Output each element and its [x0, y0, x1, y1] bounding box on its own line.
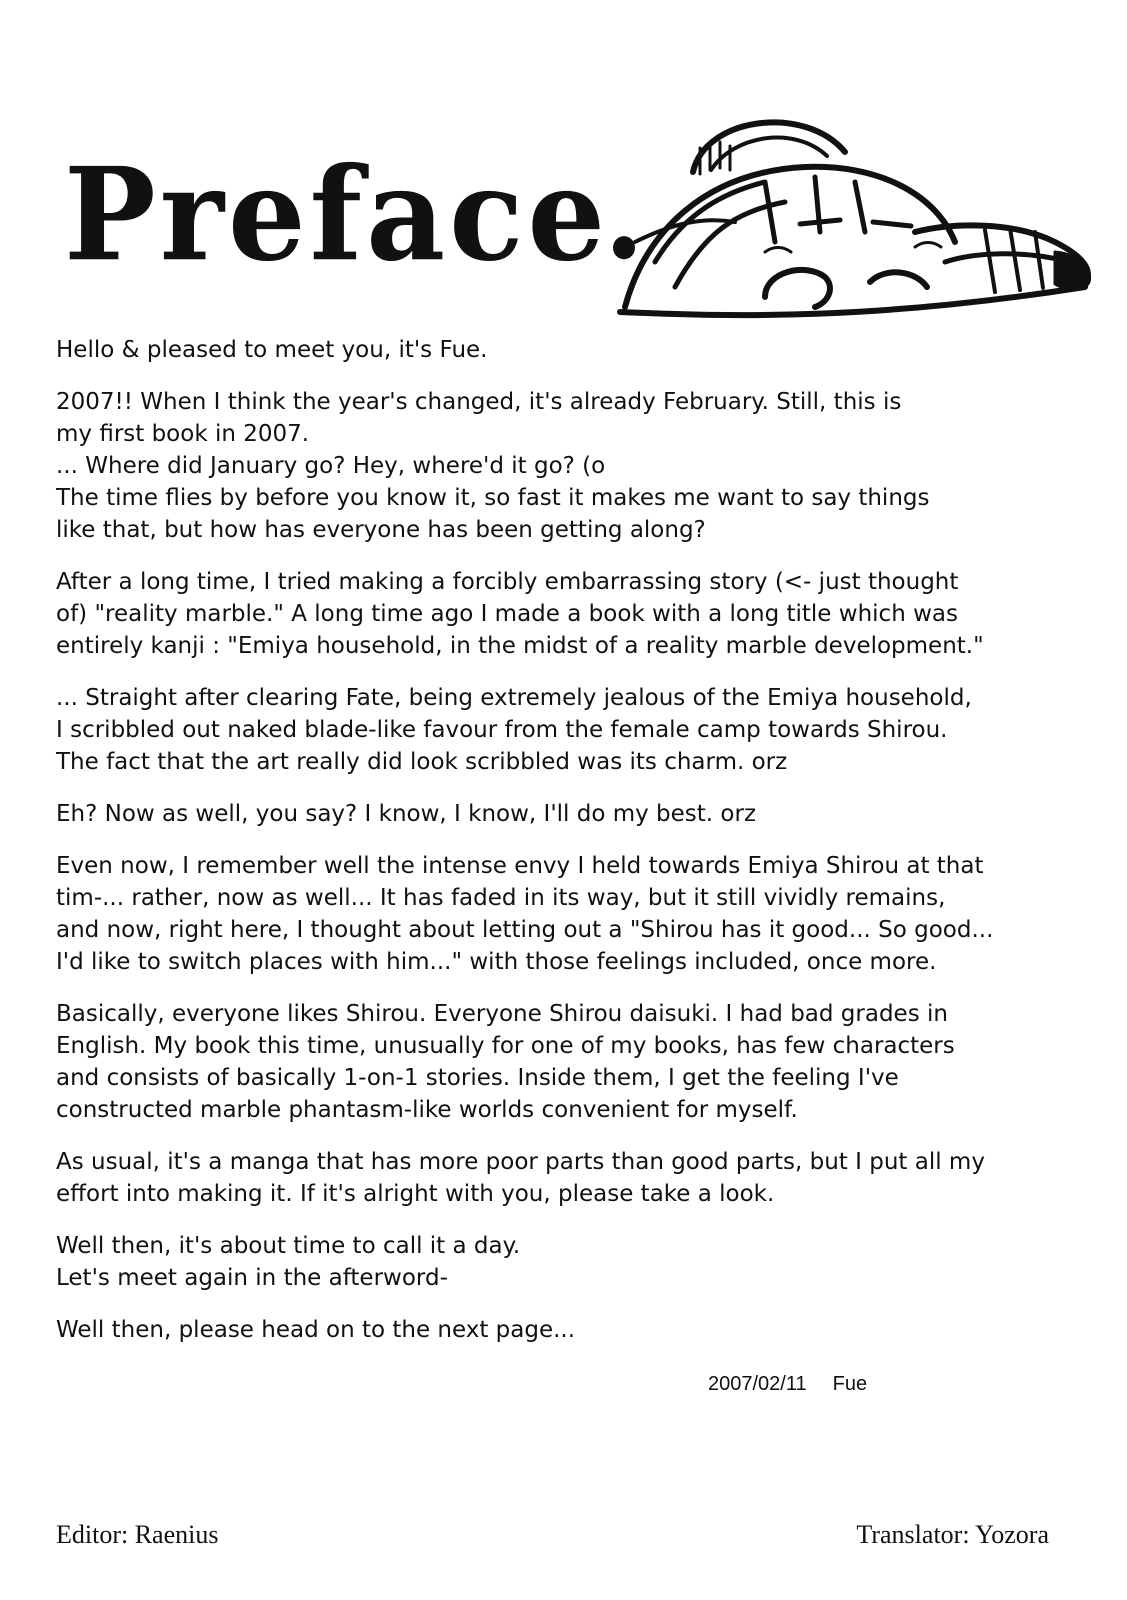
text-line: and now, right here, I thought about letting out a "Shirou has it good... So good... — [56, 917, 994, 943]
text-line: tim-... rather, now as well... It has faded in its way, but it still vividly remains, — [56, 885, 946, 911]
page-title — [64, 138, 635, 290]
text-line: Hello & pleased to meet you, it's Fue. — [56, 337, 488, 363]
signature — [708, 1373, 867, 1396]
text-line: The fact that the art really did look scribbled was its charm. orz — [56, 749, 788, 775]
text-line: Well then, please head on to the next page... — [56, 1317, 576, 1343]
paragraph — [56, 1146, 1066, 1210]
paragraph — [56, 386, 1066, 546]
editor-credit: Editor: Raenius — [56, 1520, 219, 1549]
text-line: constructed marble phantasm-like worlds convenient for myself. — [56, 1097, 798, 1123]
page-title-text: Preface — [64, 138, 610, 290]
text-line: Well then, it's about time to call it a day. — [56, 1233, 521, 1259]
paragraph — [56, 334, 1066, 366]
paragraph — [56, 998, 1066, 1126]
text-line: Let's meet again in the afterword- — [56, 1265, 448, 1291]
preface-body — [56, 334, 1066, 1366]
text-line: Basically, everyone likes Shirou. Everyone Shirou daisuki. I had bad grades in — [56, 1001, 948, 1027]
translator-credit: Translator: Yozora — [856, 1520, 1049, 1549]
text-line: Eh? Now as well, you say? I know, I know, I'll do my best. orz — [56, 801, 757, 827]
text-line: 2007!! When I think the year's changed, it's already February. Still, this is — [56, 389, 902, 415]
paragraph — [56, 566, 1066, 662]
paragraph — [56, 1314, 1066, 1346]
paragraph — [56, 850, 1066, 978]
slumped-character-illustration — [615, 112, 1095, 322]
text-line: and consists of basically 1-on-1 stories. Inside them, I get the feeling I've — [56, 1065, 899, 1091]
paragraph — [56, 1230, 1066, 1294]
paragraph — [56, 682, 1066, 778]
text-line: After a long time, I tried making a forcibly embarrassing story (<- just thought — [56, 569, 959, 595]
text-line: Even now, I remember well the intense envy I held towards Emiya Shirou at that — [56, 853, 984, 879]
text-line: English. My book this time, unusually for one of my books, has few characters — [56, 1033, 955, 1059]
paragraph — [56, 798, 1066, 830]
text-line: my first book in 2007. — [56, 421, 310, 447]
signature-date: 2007/02/11 — [708, 1373, 807, 1395]
text-line: of) "reality marble." A long time ago I made a book with a long title which was — [56, 601, 958, 627]
text-line: As usual, it's a manga that has more poor parts than good parts, but I put all my — [56, 1149, 985, 1175]
text-line: I scribbled out naked blade-like favour from the female camp towards Shirou. — [56, 717, 948, 743]
text-line: effort into making it. If it's alright with you, please take a look. — [56, 1181, 775, 1207]
text-line: like that, but how has everyone has been getting along? — [56, 517, 706, 543]
text-line: entirely kanji : "Emiya household, in the midst of a reality marble development." — [56, 633, 984, 659]
text-line: ... Where did January go? Hey, where'd it go? (o — [56, 453, 606, 479]
signature-name: Fue — [832, 1373, 868, 1395]
text-line: The time flies by before you know it, so fast it makes me want to say things — [56, 485, 930, 511]
text-line: I'd like to switch places with him..." with those feelings included, once more. — [56, 949, 937, 975]
text-line: ... Straight after clearing Fate, being extremely jealous of the Emiya household, — [56, 685, 972, 711]
